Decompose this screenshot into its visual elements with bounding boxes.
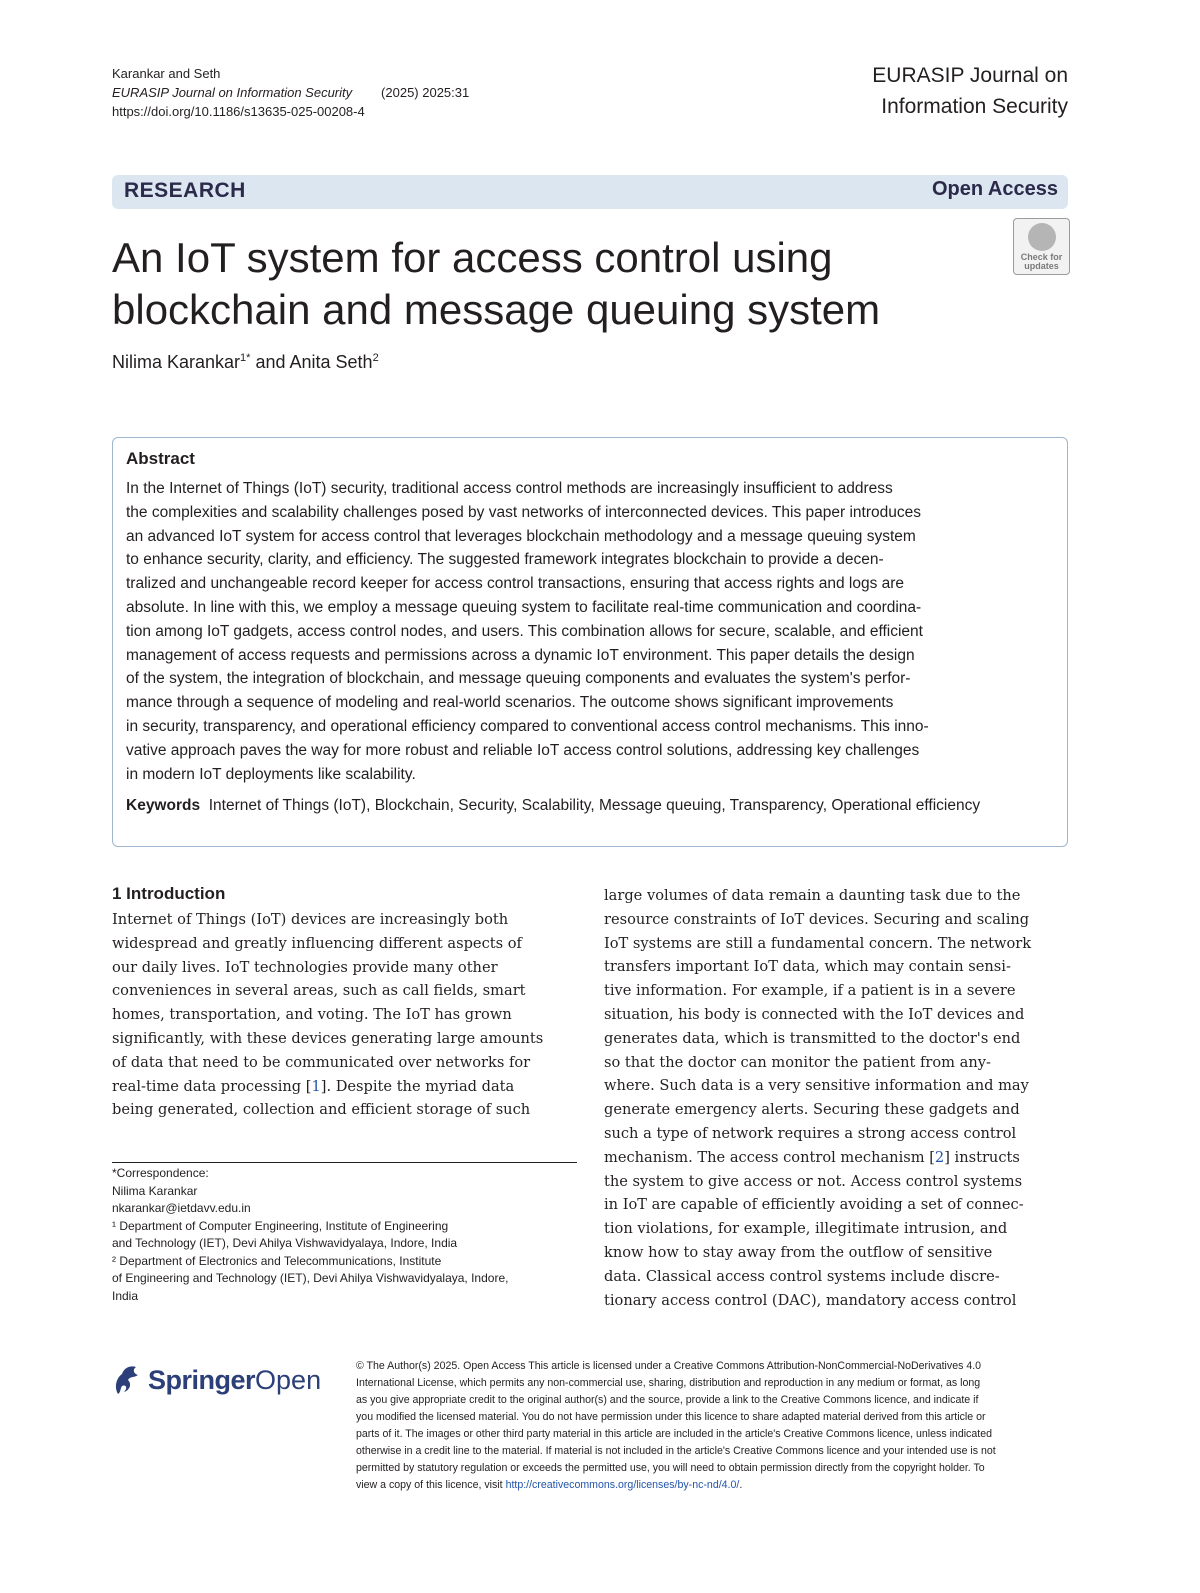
citation-link-2[interactable]: 2 bbox=[934, 1148, 945, 1166]
citation-link-1[interactable]: 1 bbox=[311, 1077, 321, 1095]
springer-horse-icon bbox=[112, 1362, 142, 1398]
correspondence-email[interactable]: nkarankar@ietdavv.edu.in bbox=[112, 1201, 251, 1215]
keywords-text: Internet of Things (IoT), Blockchain, Security, Scalability, Message queuing, Transparency, Operational efficiency bbox=[208, 797, 981, 814]
section-heading-introduction: 1 Introduction bbox=[112, 884, 226, 903]
body-column-left: Internet of Things (IoT) devices are increasingly both widespread and greatly influencing different aspects of our daily lives. IoT technologies provide many other conveniences in several areas, such as call fields, smart homes, transportation, and voting. The IoT has grown significantly, with these devices generating large amounts of data that need to be communicated over networks for real-time data processing [1]. Despite the myriad data being generated, collection and efficient storage of such bbox=[112, 911, 544, 1119]
header-doi[interactable]: https://doi.org/10.1186/s13635-025-00208-4 bbox=[112, 104, 365, 119]
body-column-right: large volumes of data remain a daunting task due to the resource constraints of IoT devices. Securing and scaling IoT systems are still a fundamental concern. The network transfers important IoT data, which may contain sensi- tive information. For example, if a patient is in a severe situation, his body is connected with the IoT devices and generates data, which is transmitted to the doctor's end so that the doctor can monitor the patient from any- where. Such data is a very sensitive information and may generate emergency alerts. Securing these gadgets and such a type of network requires a strong access control mechanism. The access control mechanism [2] instructs the system to give access or not. Access control systems in IoT are capable of efficiently avoiding a set of connec- tion violations, for example, illegitimate intrusion, and know how to stay away from the outflow of sensitive data. Classical access control systems include discre- tionary access control (DAC), mandatory access control bbox=[604, 887, 1032, 1309]
footnotes: *Correspondence: Nilima Karankar nkarankar@ietdavv.edu.in ¹ Department of Computer Engineering, Institute of Engineering and Technology (IET), Devi Ahilya Vishwavidyalaya, Indore, India ² Department of Electronics and Telecommunications, Institute of Engineering and Technology (IET), Devi Ahilya Vishwavidyalaya, Indore, India bbox=[112, 1165, 582, 1305]
springer-open-logo: Springer Open bbox=[112, 1357, 332, 1403]
author-1[interactable]: Nilima Karankar bbox=[112, 352, 241, 372]
journal-name: EURASIP Journal on Information Security bbox=[872, 64, 1068, 118]
author-2[interactable]: Anita Seth bbox=[289, 352, 373, 372]
article-type: RESEARCH bbox=[124, 179, 246, 202]
author-list: Nilima Karankar$^{1*}$ and Anita Seth$^2$ bbox=[112, 352, 379, 372]
open-access-label: Open Access bbox=[932, 178, 1058, 200]
abstract-text: In the Internet of Things (IoT) security, traditional access control methods are increasingly insufficient to address the complexities and scalability challenges posed by vast networks of interconnected devices. This paper introduces an advanced IoT system for access control that leverages blockchain methodology and a message queuing system to enhance security, clarity, and efficiency. The suggested framework integrates blockchain to provide a decen- tralized and unchangeable record keeper for access control transactions, ensuring that access rights and logs are absolute. In line with this, we employ a message queuing system to facilitate real-time communication and coordina- tion among IoT gadgets, access control nodes, and users. This combination allows for secure, scalable, and efficient management of access requests and permissions across a dynamic IoT environment. This paper details the design of the system, the integration of blockchain, and message queuing components and evaluates the system's perfor- mance through a sequence of modeling and real-world scenarios. The outcome shows significant improvements in security, transparency, and operational efficiency compared to conventional access control mechanisms. This inno- vative approach paves the way for more robust and reliable IoT access control solutions, addressing key challenges in modern IoT deployments like scalability. bbox=[126, 480, 929, 783]
header-citation: EURASIP Journal on Information Security (2025) 2025:31 bbox=[112, 85, 470, 100]
running-header bbox=[112, 64, 469, 121]
article-type-banner bbox=[112, 175, 1068, 209]
license-link[interactable]: http://creativecommons.org/licenses/by-nc-nd/4.0/ bbox=[505, 1479, 740, 1491]
check-for-updates-button[interactable]: Check for updates bbox=[1013, 218, 1070, 275]
header-authors: Karankar and Seth bbox=[112, 66, 221, 81]
footnote-divider bbox=[112, 1162, 577, 1163]
check-updates-icon bbox=[1028, 223, 1056, 251]
keywords bbox=[126, 794, 1046, 818]
article-title: An IoT system for access control using blockchain and message queuing system bbox=[112, 234, 881, 333]
abstract-heading: Abstract bbox=[126, 449, 195, 468]
license-statement: © The Author(s) 2025. Open Access This article is licensed under a Creative Commons Attribution-NonCommercial-NoDerivatives 4.0 International License, which permits any non-commercial use, sharing, distribution and reproduction in any medium or format, as long as you give appropriate credit to the original author(s) and the source, provide a link to the Creative Commons licence, and indicate if you modified the licensed material. You do not have permission under this licence to share adapted material derived from this article or parts of it. The images or other third party material in this article are included in the article's Creative Commons licence, unless indicated otherwise in a credit line to the material. If material is not included in the article's Creative Commons licence and your intended use is not permitted by statutory regulation or exceeds the permitted use, you will need to obtain permission directly from the copyright holder. To view a copy of this licence, visit http://creativecommons.org/licenses/by-nc-nd/4.0/. bbox=[356, 1360, 996, 1491]
keywords-label: Keywords bbox=[126, 797, 201, 814]
